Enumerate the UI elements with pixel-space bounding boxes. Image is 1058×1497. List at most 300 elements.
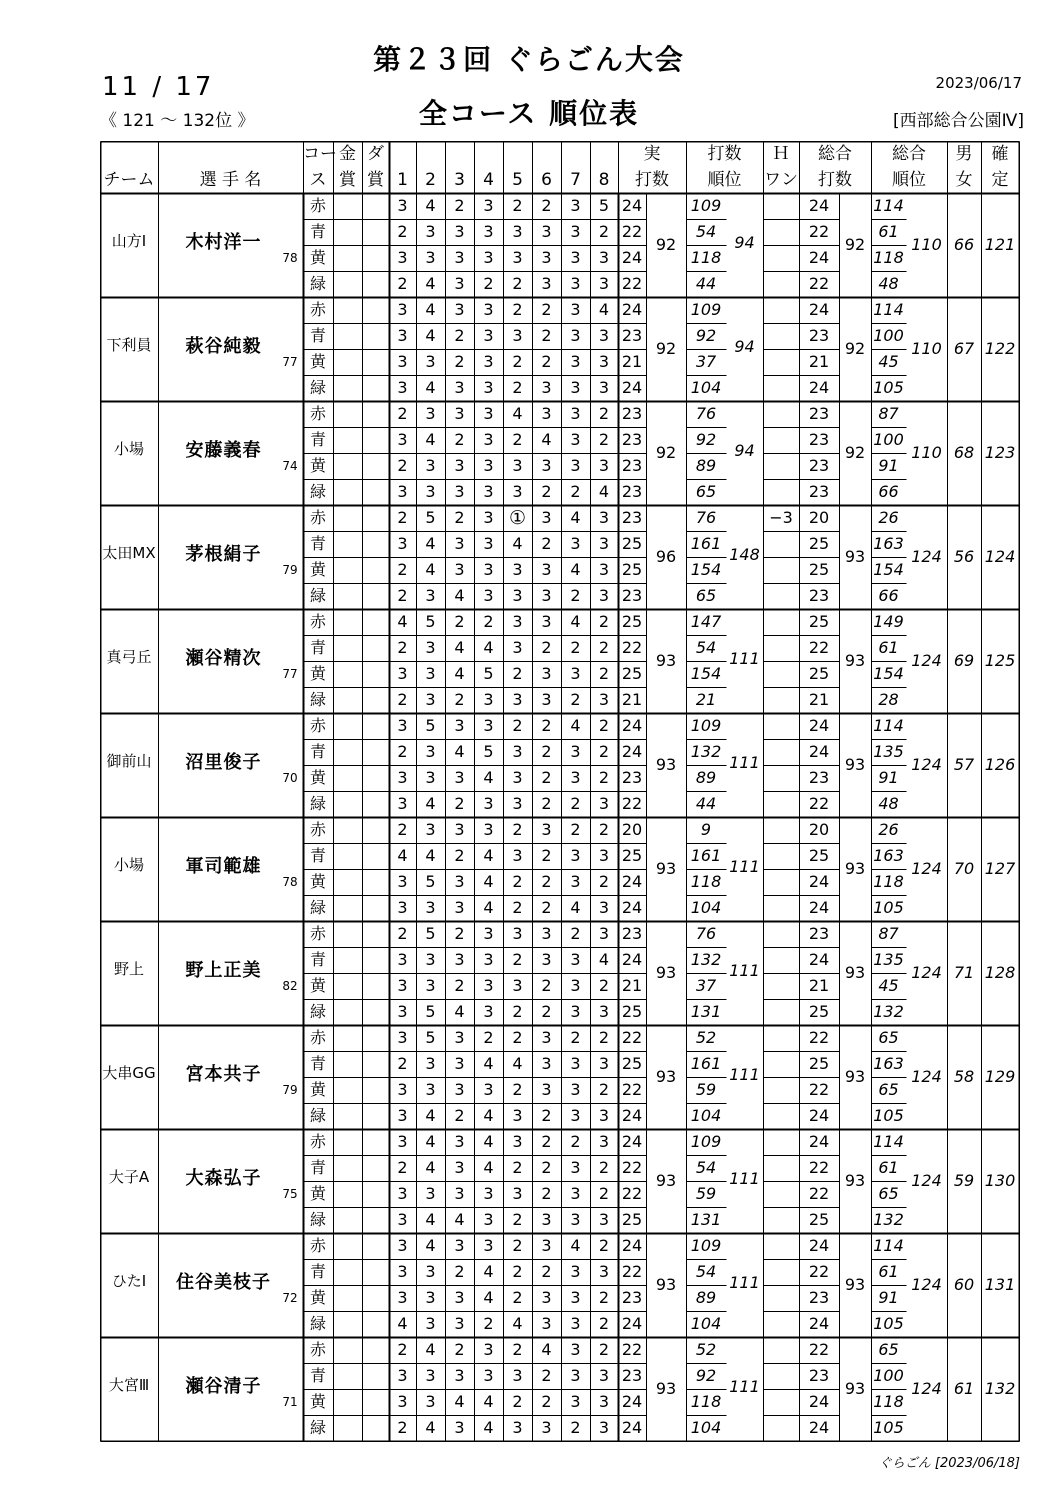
course-subtotal: 24 — [621, 1132, 643, 1151]
course-subtotal: 25 — [621, 664, 643, 683]
hole-score: 3 — [483, 794, 494, 813]
course-rank: 21 — [695, 690, 717, 709]
course-total: 24 — [808, 196, 830, 215]
hole-score: 4 — [397, 846, 408, 865]
hwan-bonus — [763, 323, 799, 349]
hwan-bonus — [763, 479, 799, 505]
course-total: 23 — [808, 586, 830, 605]
player-age: 78 — [282, 251, 298, 265]
hole-score: 2 — [541, 1106, 552, 1125]
hole-score: 2 — [541, 1392, 552, 1411]
hole-score: 3 — [541, 664, 552, 683]
course-name: 青 — [309, 1054, 326, 1073]
course-subtotal: 23 — [621, 456, 643, 475]
actual-total: 96 — [655, 547, 677, 566]
course-subtotal: 24 — [621, 1106, 643, 1125]
hole-score: 2 — [598, 1158, 610, 1177]
course-rank: 44 — [695, 794, 717, 813]
team-name: 山方Ⅰ — [111, 232, 147, 250]
hole-score: 3 — [425, 664, 436, 683]
hole-score: 3 — [570, 1184, 581, 1203]
hole-score: 4 — [425, 326, 436, 345]
hole-score: 3 — [483, 586, 494, 605]
course-total-rank: 114 — [873, 1236, 904, 1255]
hole-score: 2 — [397, 820, 408, 839]
course-name: 青 — [309, 1158, 326, 1177]
hwan-bonus — [763, 1207, 799, 1233]
hole-score: 4 — [512, 1054, 523, 1073]
course-rank: 154 — [690, 664, 722, 683]
total-strokes: 93 — [844, 1171, 866, 1190]
hole-score: 3 — [454, 872, 465, 891]
gender-rank: 61 — [953, 1379, 975, 1398]
hole-score: 3 — [397, 196, 408, 215]
hole-score: 2 — [598, 430, 610, 449]
hole-score: 3 — [454, 1132, 465, 1151]
hole-score: 4 — [454, 586, 465, 605]
hole-score: 3 — [425, 976, 436, 995]
course-name: 黄 — [309, 976, 326, 995]
hole-score: 4 — [512, 1314, 523, 1333]
player-name: 木村洋一 — [185, 232, 262, 253]
player-age: 74 — [282, 459, 298, 473]
hole-score: 2 — [541, 794, 552, 813]
hwan-bonus — [763, 557, 799, 583]
course-rank: 154 — [690, 560, 722, 579]
course-subtotal: 22 — [621, 1340, 643, 1359]
header-hole-8: 8 — [598, 170, 610, 190]
hole-score: 3 — [598, 690, 610, 709]
course-total-rank: 118 — [873, 1392, 904, 1411]
strokes-rank: 111 — [729, 1169, 760, 1188]
hwan-bonus — [763, 1285, 799, 1311]
hole-score: 3 — [598, 846, 610, 865]
player-name: 沼里俊子 — [185, 752, 262, 773]
actual-total: 92 — [655, 235, 677, 254]
total-strokes: 93 — [844, 859, 866, 878]
hwan-bonus — [763, 531, 799, 557]
hole-score: 3 — [483, 430, 494, 449]
hole-score: 2 — [541, 1158, 552, 1177]
hole-score: 3 — [483, 560, 494, 579]
hole-score: 3 — [598, 898, 610, 917]
hole-score: 3 — [512, 1418, 523, 1437]
hole-score: 3 — [397, 352, 408, 371]
hole-score: 3 — [454, 378, 465, 397]
course-name: 赤 — [309, 508, 326, 527]
hole-score: 3 — [397, 1106, 408, 1125]
hole-score: 2 — [541, 1366, 552, 1385]
event-date: 2023/06/17 — [935, 74, 1022, 92]
course-total: 25 — [808, 1002, 830, 1021]
total-strokes: 93 — [844, 963, 866, 982]
hwan-bonus — [763, 427, 799, 453]
hole-score: 2 — [541, 1184, 552, 1203]
course-subtotal: 22 — [621, 1262, 643, 1281]
course-name: 赤 — [309, 1340, 326, 1359]
hole-score: 3 — [454, 1236, 465, 1255]
strokes-rank: 111 — [729, 857, 760, 876]
hole-score: 3 — [454, 274, 465, 293]
course-total-rank: 61 — [878, 638, 899, 657]
course-total: 22 — [808, 274, 830, 293]
hole-score: 3 — [397, 248, 408, 267]
course-rank: 161 — [690, 534, 722, 553]
hole-score: 3 — [454, 716, 465, 735]
hole-score: 3 — [512, 326, 523, 345]
hole-score: 3 — [397, 872, 408, 891]
hole-score: 3 — [425, 950, 436, 969]
page-subtitle: 全コース 順位表 — [418, 97, 640, 130]
hole-score: 3 — [570, 742, 581, 761]
hole-score: 3 — [425, 898, 436, 917]
course-total: 22 — [808, 222, 830, 241]
hwan-bonus — [763, 869, 799, 895]
course-name: 青 — [309, 950, 326, 969]
hole-score: 3 — [541, 378, 552, 397]
strokes-rank: 111 — [729, 1273, 760, 1292]
hole-score: 3 — [541, 1054, 552, 1073]
actual-total: 93 — [655, 859, 677, 878]
hole-score: 3 — [512, 560, 523, 579]
hole-score: 3 — [397, 1262, 408, 1281]
hole-score: 2 — [512, 1080, 523, 1099]
hole-score: 4 — [512, 534, 523, 553]
course-total-rank: 132 — [873, 1210, 904, 1229]
hole-score: 4 — [397, 1314, 408, 1333]
course-rank: 131 — [690, 1210, 722, 1229]
hole-score: 2 — [512, 378, 523, 397]
hole-score: 4 — [598, 300, 610, 319]
course-total-rank: 91 — [878, 1288, 899, 1307]
hole-score: 3 — [512, 1366, 523, 1385]
course-subtotal: 24 — [621, 1392, 643, 1411]
hole-score: 3 — [397, 534, 408, 553]
final-rank: 132 — [984, 1379, 1016, 1398]
hole-score: 2 — [454, 196, 465, 215]
hole-score: 2 — [541, 482, 552, 501]
hole-score: 3 — [512, 794, 523, 813]
hole-score: 3 — [425, 1314, 436, 1333]
final-rank: 124 — [984, 547, 1016, 566]
hwan-bonus — [763, 1415, 799, 1441]
course-name: 赤 — [309, 300, 326, 319]
hole-score: 4 — [483, 1392, 494, 1411]
player-age: 78 — [282, 875, 298, 889]
hole-score: 4 — [541, 1340, 552, 1359]
hole-score: 3 — [483, 248, 494, 267]
hwan-bonus — [763, 609, 799, 635]
course-total: 23 — [808, 1366, 830, 1385]
hole-score: 2 — [512, 950, 523, 969]
hole-score: 2 — [598, 976, 610, 995]
hole-score: 4 — [454, 664, 465, 683]
hole-score: 3 — [598, 378, 610, 397]
hwan-bonus — [763, 375, 799, 401]
hole-score: 4 — [425, 378, 436, 397]
final-rank: 130 — [984, 1171, 1016, 1190]
hole-score: 3 — [425, 638, 436, 657]
hole-score: 4 — [425, 1210, 436, 1229]
gender-rank: 56 — [953, 547, 975, 566]
total-strokes: 93 — [844, 651, 866, 670]
hole-score: 2 — [454, 794, 465, 813]
hole-score: 2 — [512, 1262, 523, 1281]
course-name: 緑 — [309, 898, 326, 917]
strokes-rank: 111 — [729, 1377, 760, 1396]
hole-score: 3 — [598, 1106, 610, 1125]
header-gender-top: 男 — [955, 144, 973, 164]
hole-score: 2 — [454, 1340, 465, 1359]
hole-score: 3 — [483, 690, 494, 709]
course-rank: 89 — [695, 456, 717, 475]
total-rank: 124 — [911, 963, 942, 982]
course-total: 22 — [808, 638, 830, 657]
course-total: 24 — [808, 898, 830, 917]
course-subtotal: 24 — [621, 378, 643, 397]
hole-score: 2 — [570, 586, 581, 605]
team-name: 大串GG — [102, 1064, 156, 1082]
hole-score: 3 — [483, 456, 494, 475]
hole-score: 2 — [570, 1028, 581, 1047]
course-name: 緑 — [309, 1418, 326, 1437]
hole-score: 3 — [425, 690, 436, 709]
hole-score: 2 — [512, 196, 523, 215]
hole-score: 3 — [397, 300, 408, 319]
hole-score: 3 — [570, 352, 581, 371]
course-rank: 54 — [695, 1262, 717, 1281]
final-rank: 127 — [984, 859, 1016, 878]
hole-score: 3 — [570, 196, 581, 215]
course-subtotal: 22 — [621, 1184, 643, 1203]
team-name: 太田MX — [102, 544, 156, 562]
course-total: 21 — [808, 352, 830, 371]
hole-score: 3 — [598, 1392, 610, 1411]
hwan-bonus: −3 — [769, 508, 793, 527]
hole-score: 4 — [454, 1210, 465, 1229]
course-rank: 59 — [695, 1080, 717, 1099]
course-total-rank: 66 — [878, 482, 899, 501]
hole-score: 4 — [454, 638, 465, 657]
hole-score: 3 — [570, 1314, 581, 1333]
hole-score: 2 — [483, 1028, 494, 1047]
course-total: 21 — [808, 690, 830, 709]
hwan-bonus — [763, 1051, 799, 1077]
hole-score: 4 — [483, 1106, 494, 1125]
course-rank: 131 — [690, 1002, 722, 1021]
course-total-rank: 48 — [878, 794, 899, 813]
hole-score: 2 — [512, 1210, 523, 1229]
strokes-rank: 111 — [729, 649, 760, 668]
course-rank: 118 — [690, 872, 722, 891]
strokes-rank: 94 — [734, 233, 755, 252]
course-name: 黄 — [309, 1288, 326, 1307]
hwan-bonus — [763, 921, 799, 947]
hole-score: 2 — [541, 534, 552, 553]
hole-score: 2 — [512, 1340, 523, 1359]
course-total: 22 — [808, 1028, 830, 1047]
total-strokes: 93 — [844, 1275, 866, 1294]
player-age: 79 — [282, 563, 298, 577]
course-subtotal: 25 — [621, 846, 643, 865]
course-subtotal: 25 — [621, 1054, 643, 1073]
hole-score: 2 — [598, 820, 610, 839]
hole-score: 4 — [512, 404, 523, 423]
hole-score: 4 — [570, 508, 581, 527]
hole-score: 2 — [454, 612, 465, 631]
course-subtotal: 22 — [621, 1080, 643, 1099]
hole-score: 4 — [483, 1418, 494, 1437]
hole-score: 3 — [541, 1080, 552, 1099]
hole-score: 4 — [483, 638, 494, 657]
course-total-rank: 65 — [878, 1184, 899, 1203]
hole-score: 3 — [483, 196, 494, 215]
team-name: 小場 — [113, 440, 144, 458]
hole-score: 2 — [598, 664, 610, 683]
hole-score: 3 — [570, 1080, 581, 1099]
hole-score: 3 — [570, 768, 581, 787]
course-total: 24 — [808, 1418, 830, 1437]
course-rank: 161 — [690, 1054, 722, 1073]
course-subtotal: 24 — [621, 872, 643, 891]
course-total: 24 — [808, 1132, 830, 1151]
hole-score: 2 — [397, 274, 408, 293]
course-subtotal: 23 — [621, 404, 643, 423]
header-name: 選 手 名 — [199, 170, 262, 190]
hole-score: 3 — [541, 222, 552, 241]
hole-score: 2 — [541, 352, 552, 371]
course-name: 赤 — [309, 820, 326, 839]
hole-score: 3 — [512, 768, 523, 787]
course-total: 25 — [808, 612, 830, 631]
hole-score: 2 — [541, 846, 552, 865]
hole-score: 4 — [483, 1262, 494, 1281]
hole-score: 3 — [541, 820, 552, 839]
course-total-rank: 132 — [873, 1002, 904, 1021]
total-rank: 110 — [911, 443, 942, 462]
hwan-bonus — [763, 1233, 799, 1259]
hole-score: 3 — [454, 456, 465, 475]
hole-score: 3 — [483, 1210, 494, 1229]
hole-score: 4 — [598, 482, 610, 501]
total-strokes: 92 — [844, 339, 866, 358]
course-total-rank: 105 — [873, 1314, 904, 1333]
course-rank: 104 — [690, 378, 722, 397]
course-total-rank: 118 — [873, 248, 904, 267]
course-subtotal: 23 — [621, 430, 643, 449]
hole-score: 3 — [483, 1184, 494, 1203]
course-total: 25 — [808, 1054, 830, 1073]
course-rank: 109 — [690, 716, 722, 735]
total-rank: 124 — [911, 859, 942, 878]
total-rank: 124 — [911, 1171, 942, 1190]
hole-score: 4 — [425, 274, 436, 293]
course-name: 緑 — [309, 482, 326, 501]
hole-score: 2 — [397, 456, 408, 475]
hole-score: 3 — [541, 1288, 552, 1307]
hwan-bonus — [763, 1363, 799, 1389]
course-total-rank: 65 — [878, 1028, 899, 1047]
course-total: 25 — [808, 1210, 830, 1229]
hole-score: 3 — [397, 1366, 408, 1385]
hole-score: 3 — [397, 1028, 408, 1047]
course-name: 赤 — [309, 404, 326, 423]
course-total: 23 — [808, 482, 830, 501]
hole-score: 3 — [570, 1106, 581, 1125]
player-age: 75 — [282, 1187, 298, 1201]
course-rank: 54 — [695, 1158, 717, 1177]
course-rank: 132 — [690, 742, 722, 761]
final-rank: 131 — [984, 1275, 1016, 1294]
course-rank: 147 — [690, 612, 722, 631]
course-name: 青 — [309, 222, 326, 241]
hole-score: 3 — [570, 300, 581, 319]
hole-score: 2 — [541, 742, 552, 761]
header-hwan-top: Ｈ — [772, 144, 790, 164]
hole-score: 3 — [570, 1158, 581, 1177]
hwan-bonus — [763, 453, 799, 479]
hole-score: 5 — [483, 742, 494, 761]
course-name: 緑 — [309, 1210, 326, 1229]
course-subtotal: 22 — [621, 274, 643, 293]
course-total: 23 — [808, 768, 830, 787]
hole-score: 4 — [483, 1132, 494, 1151]
hole-score: 4 — [483, 1288, 494, 1307]
hole-score: 3 — [570, 1054, 581, 1073]
hole-score: 3 — [598, 924, 610, 943]
hwan-bonus — [763, 583, 799, 609]
gender-rank: 60 — [953, 1275, 975, 1294]
hole-score: 3 — [541, 508, 552, 527]
header-hole-1: 1 — [397, 170, 408, 190]
hole-score: 3 — [598, 248, 610, 267]
player-name: 野上正美 — [185, 960, 262, 981]
hole-score: 2 — [512, 274, 523, 293]
hole-score: 3 — [397, 976, 408, 995]
hole-score: 3 — [483, 378, 494, 397]
course-name: 黄 — [309, 352, 326, 371]
hole-score: 2 — [541, 196, 552, 215]
course-rank: 52 — [695, 1340, 717, 1359]
hole-score: 2 — [454, 976, 465, 995]
hole-score: 3 — [425, 222, 436, 241]
course-total: 24 — [808, 872, 830, 891]
course-total-rank: 163 — [873, 1054, 904, 1073]
course-rank: 92 — [695, 326, 717, 345]
course-rank: 109 — [690, 1236, 722, 1255]
course-name: 赤 — [309, 612, 326, 631]
hole-score: 2 — [598, 1340, 610, 1359]
course-total: 23 — [808, 1288, 830, 1307]
hole-score: 3 — [425, 482, 436, 501]
hole-score: 3 — [541, 1314, 552, 1333]
header-hole-7: 7 — [570, 170, 581, 190]
hole-score: 2 — [541, 976, 552, 995]
hole-score: 3 — [570, 248, 581, 267]
course-subtotal: 24 — [621, 950, 643, 969]
hole-score: 3 — [512, 1132, 523, 1151]
hole-score: 3 — [541, 690, 552, 709]
hole-score: 3 — [512, 846, 523, 865]
player-name: 軍司範雄 — [185, 856, 262, 877]
hole-score: 3 — [397, 1288, 408, 1307]
hole-score: 3 — [598, 1418, 610, 1437]
final-rank: 121 — [984, 235, 1016, 254]
hole-score: 3 — [425, 1262, 436, 1281]
strokes-rank: 111 — [729, 1065, 760, 1084]
course-rank: 52 — [695, 1028, 717, 1047]
actual-total: 93 — [655, 651, 677, 670]
